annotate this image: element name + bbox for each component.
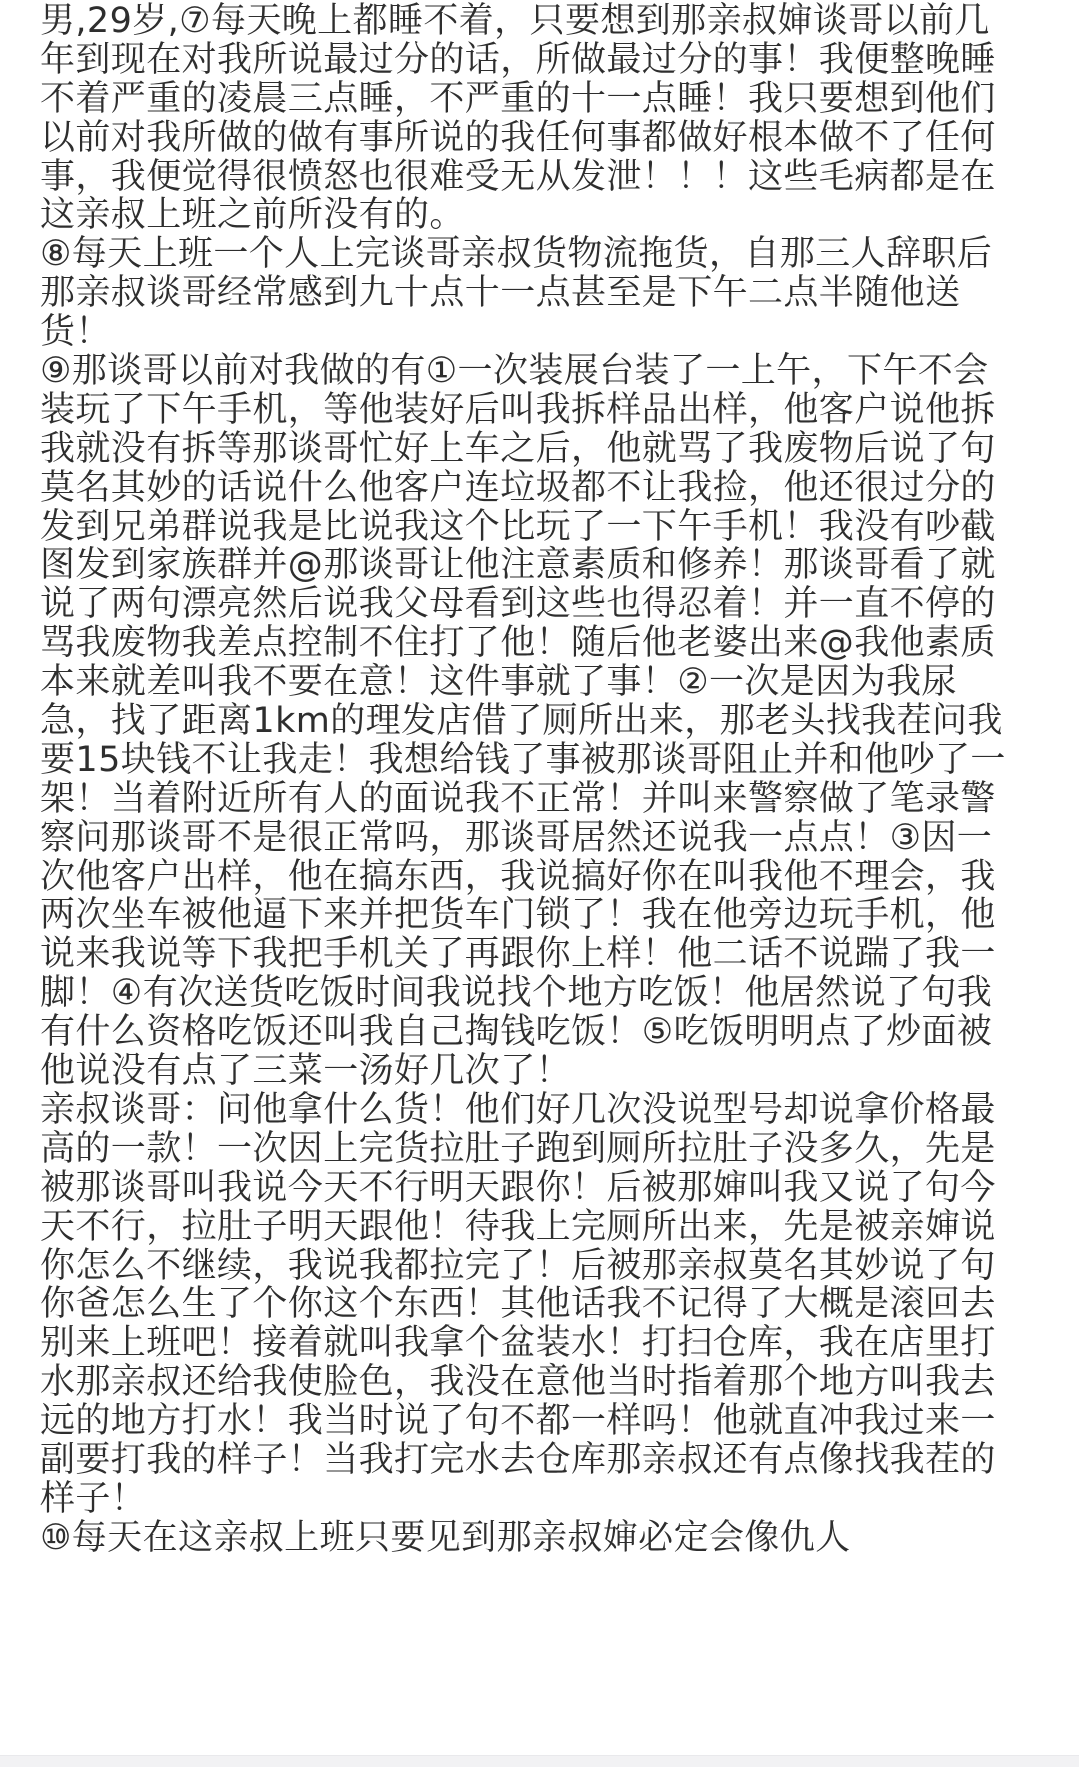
text-line: 副要打我的样子！当我打完水去仓库那亲叔还有点像找我茬的: [40, 1439, 996, 1480]
text-line: 说了两句漂亮然后说我父母看到这些也得忍着！并一直不停的: [40, 584, 996, 625]
text-line: 本来就差叫我不要在意！这件事就了事！②一次是因为我尿: [40, 662, 957, 703]
text-line: 货！: [40, 312, 111, 353]
text-line: 被那谈哥叫我说今天不行明天跟你！后被那婶叫我又说了句今: [40, 1167, 996, 1208]
text-line: 不着严重的凌晨三点睡，不严重的十一点睡！我只要想到他们: [40, 78, 996, 119]
paragraph-8: [40, 235, 1040, 352]
text-line: 那亲叔谈哥经常感到九十点十一点甚至是下午二点半随他送: [40, 273, 961, 314]
text-line: 水那亲叔还给我使脸色，我没在意他当时指着那个地方叫我去: [40, 1362, 996, 1403]
text-line: 察问那谈哥不是很正常吗，那谈哥居然还说我一点点！③因一: [40, 817, 993, 858]
text-line: 别来上班吧！接着就叫我拿个盆装水！打扫仓库，我在店里打: [40, 1323, 996, 1364]
text-line: 以前对我所做的做有事所说的我任何事都做好根本做不了任何: [40, 117, 996, 158]
text-line: 莫名其妙的话说什么他客户连垃圾都不让我捡，他还很过分的: [40, 467, 996, 508]
text-line: 两次坐车被他逼下来并把货车门锁了！我在他旁边玩手机，他: [40, 895, 996, 936]
text-line: 亲叔谈哥：问他拿什么货！他们好几次没说型号却说拿价格最: [40, 1089, 996, 1130]
bottom-bar: [0, 1755, 1079, 1767]
text-line: 次他客户出样，他在搞东西，我说搞好你在叫我他不理会，我: [40, 856, 996, 897]
text-line: 高的一款！一次因上完货拉肚子跑到厕所拉肚子没多久，先是: [40, 1128, 996, 1169]
text-line: ⑨那谈哥以前对我做的有①一次装展台装了一上午，下午不会: [40, 351, 989, 392]
text-line: 你爸怎么生了个你这个东西！其他话我不记得了大概是滚回去: [40, 1284, 996, 1325]
text-line: 他说没有点了三菜一汤好几次了！: [40, 1051, 572, 1092]
text-line: 要15块钱不让我走！我想给钱了事被那谈哥阻止并和他吵了一: [40, 739, 1006, 780]
paragraph-10: [40, 1519, 1040, 1558]
text-line: 远的地方打水！我当时说了句不都一样吗！他就直冲我过来一: [40, 1401, 996, 1442]
text-line: 装玩了下午手机，等他装好后叫我拆样品出样，他客户说他拆: [40, 389, 996, 430]
text-line: 这亲叔上班之前所没有的。: [40, 195, 465, 236]
text-line: 说来我说等下我把手机关了再跟你上样！他二话不说踹了我一: [40, 934, 996, 975]
text-line: ⑩每天在这亲叔上班只要见到那亲叔婶必定会像仇人: [40, 1517, 851, 1558]
text-line: 样子！: [40, 1478, 147, 1519]
post-body: [40, 2, 1040, 1558]
text-line: 发到兄弟群说我是比说我这个比玩了一下午手机！我没有吵截: [40, 506, 996, 547]
text-line: 图发到家族群并@那谈哥让他注意素质和修养！那谈哥看了就: [40, 545, 996, 586]
text-line: 我就没有拆等那谈哥忙好上车之后，他就骂了我废物后说了句: [40, 428, 996, 469]
text-line: 事，我便觉得很愤怒也很难受无从发泄！！！这些毛病都是在: [40, 156, 996, 197]
text-line: 男,29岁,⑦每天晚上都睡不着，只要想到那亲叔婶谈哥以前几: [40, 1, 990, 41]
paragraph-7: [40, 2, 1040, 235]
paragraph-uncle: [40, 1091, 1040, 1519]
text-line: 脚！④有次送货吃饭时间我说找个地方吃饭！他居然说了句我: [40, 973, 993, 1014]
text-line: 架！当着附近所有人的面说我不正常！并叫来警察做了笔录警: [40, 778, 996, 819]
text-line: 你怎么不继续，我说我都拉完了！后被那亲叔莫名其妙说了句: [40, 1245, 996, 1286]
text-line: 年到现在对我所说最过分的话，所做最过分的事！我便整晚睡: [40, 39, 996, 80]
text-line: 骂我废物我差点控制不住打了他！随后他老婆出来@我他素质: [40, 623, 996, 664]
paragraph-9: [40, 352, 1040, 1091]
text-line: 有什么资格吃饭还叫我自己掏钱吃饭！⑤吃饭明明点了炒面被: [40, 1012, 993, 1053]
text-line: 急，找了距离1km的理发店借了厕所出来，那老头找我茬问我: [40, 701, 1003, 742]
text-line: ⑧每天上班一个人上完谈哥亲叔货物流拖货，自那三人辞职后: [40, 234, 993, 275]
text-line: 天不行，拉肚子明天跟他！待我上完厕所出来，先是被亲婶说: [40, 1206, 996, 1247]
